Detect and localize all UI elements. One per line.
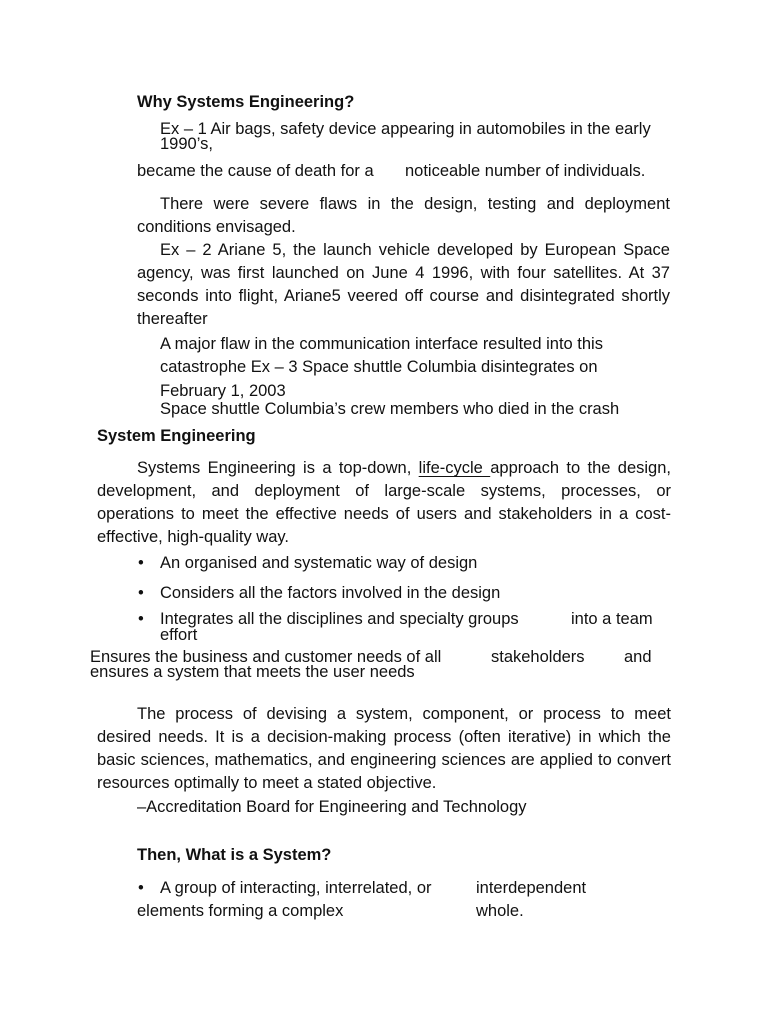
- flaws-paragraph: There were severe flaws in the design, testing and deployment conditions envisaged.: [137, 195, 670, 236]
- heading-system-engineering: System Engineering: [97, 427, 256, 445]
- bullet-item-cont: into a team: [571, 610, 653, 628]
- ex1-cont-b: noticeable number of individuals.: [405, 162, 646, 180]
- system-bullet-d: whole.: [476, 902, 524, 920]
- definition-text-after: approach to the design, development, and deployment of large-scale systems, processes, or operations to meet the effective needs of users and stakeholders in a cost-effective, high-quality way.: [97, 459, 671, 546]
- ensures-line1-c: and: [624, 648, 652, 666]
- system-bullet-b: interdependent: [476, 879, 587, 897]
- ex2-paragraph: Ex – 2 Ariane 5, the launch vehicle developed by European Space agency, was first launched on June 4 1996, with four satellites. At 37 seconds into flight, Ariane5 veered off course and disintegrated shortly thereafter: [137, 241, 670, 328]
- ensures-line1-b: stakeholders: [491, 648, 585, 666]
- definition-paragraph: [97, 457, 671, 549]
- heading-why-systems-engineering: Why Systems Engineering?: [137, 93, 355, 111]
- ex1-line2: 1990’s,: [160, 135, 213, 153]
- ariane-flaw-line1: A major flaw in the communication interface resulted into this: [160, 335, 603, 353]
- bullet-item: • An organised and systematic way of design: [160, 552, 477, 575]
- process-paragraph: The process of devising a system, component, or process to meet desired needs. It is a decision-making process (often iterative) in which the basic sciences, mathematics, and engineering sciences are applied to convert resources optimally to meet a stated objective.: [97, 705, 671, 792]
- ex1-line1: Ex – 1 Air bags, safety device appearing in automobiles in the early: [160, 120, 651, 138]
- ensures-line2: ensures a system that meets the user needs: [90, 663, 415, 681]
- heading-what-is-a-system: Then, What is a System?: [137, 846, 332, 864]
- system-bullet-a: • A group of interacting, interrelated, or: [160, 877, 432, 900]
- ex1-cont-a: became the cause of death for a: [137, 162, 374, 180]
- life-cycle-term: life-cycle: [418, 459, 491, 477]
- definition-text-before: Systems Engineering is a top-down,: [137, 459, 419, 477]
- bullet-item-cont: effort: [160, 626, 198, 644]
- accreditation-attribution: –Accreditation Board for Engineering and Technology: [137, 798, 527, 816]
- system-bullet-c: elements forming a complex: [137, 902, 344, 920]
- ariane-flaw-line2: catastrophe Ex – 3 Space shuttle Columbia disintegrates on: [160, 358, 598, 376]
- columbia-date: February 1, 2003: [160, 382, 286, 400]
- ensures-line1-a: Ensures the business and customer needs of all: [90, 648, 442, 666]
- bullet-item: • Integrates all the disciplines and specialty groups: [160, 612, 519, 627]
- bullet-item: • Considers all the factors involved in the design: [160, 582, 500, 605]
- columbia-crew: Space shuttle Columbia’s crew members who died in the crash: [160, 400, 620, 418]
